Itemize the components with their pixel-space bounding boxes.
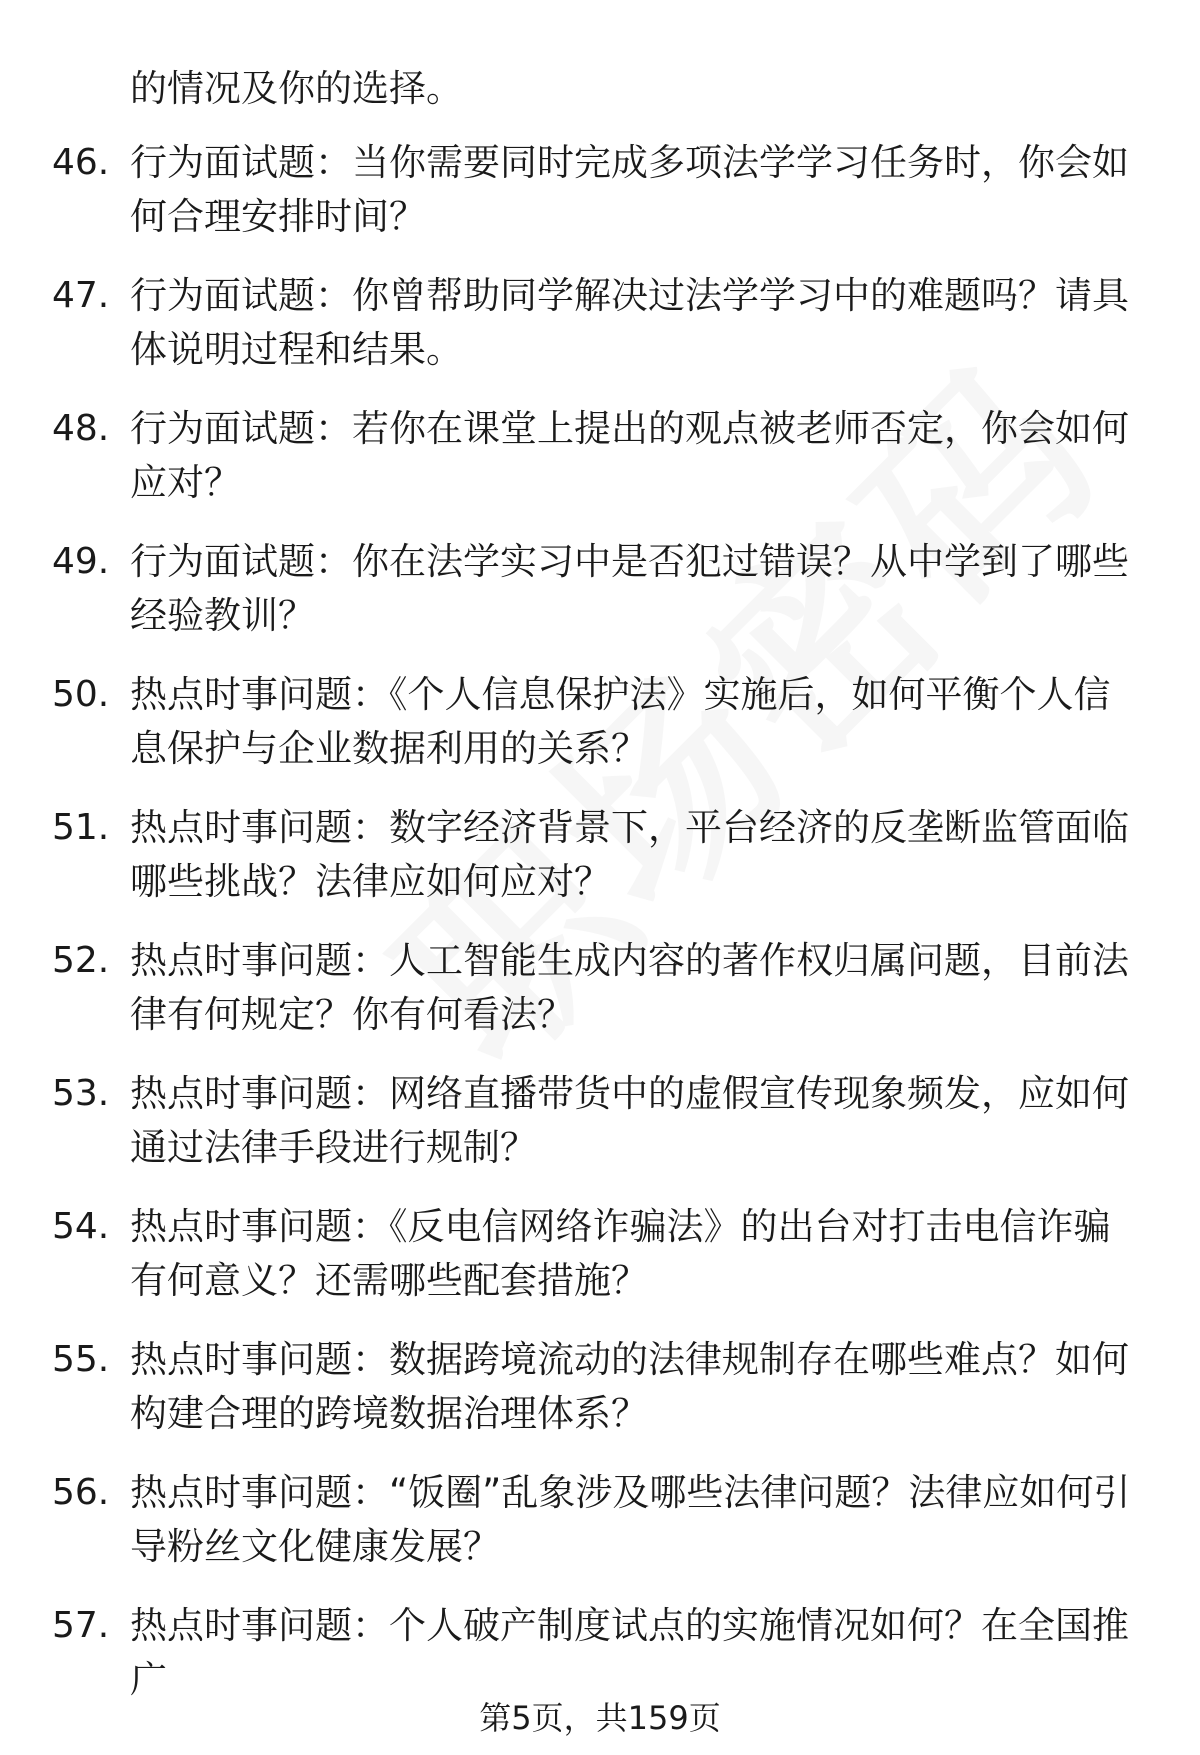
item-number: 53. [52,1073,110,1114]
item-number: 57. [52,1605,110,1646]
item-number: 54. [52,1206,110,1247]
item-text: 热点时事问题：“饭圈”乱象涉及哪些法律问题？法律应如何引导粉丝文化健康发展？ [130,1471,1131,1568]
item-number: 49. [52,541,110,582]
item-number: 51. [52,807,110,848]
item-text: 热点时事问题：数据跨境流动的法律规制存在哪些难点？如何构建合理的跨境数据治理体系？ [130,1338,1129,1435]
question-list [0,136,1200,1732]
item-text: 行为面试题：若你在课堂上提出的观点被老师否定，你会如何应对？ [130,407,1129,504]
item-text: 行为面试题：你在法学实习中是否犯过错误？从中学到了哪些经验教训？ [130,540,1129,637]
item-number: 55. [52,1339,110,1380]
list-item [0,402,1200,510]
list-item [0,1200,1200,1308]
item-number: 52. [52,940,110,981]
item-text: 热点时事问题：个人破产制度试点的实施情况如何？在全国推广 [130,1604,1129,1701]
item-number: 56. [52,1472,110,1513]
item-text: 行为面试题：当你需要同时完成多项法学学习任务时，你会如何合理安排时间？ [130,141,1129,238]
list-item [0,535,1200,643]
list-item [0,668,1200,776]
item-number: 50. [52,674,110,715]
item-text: 热点时事问题：人工智能生成内容的著作权归属问题，目前法律有何规定？你有何看法？ [130,939,1129,1036]
item-number: 46. [52,142,110,183]
item-text: 热点时事问题：数字经济背景下，平台经济的反垄断监管面临哪些挑战？法律应如何应对？ [130,806,1129,903]
item-text: 热点时事问题：《个人信息保护法》实施后，如何平衡个人信息保护与企业数据利用的关系？ [130,673,1111,770]
list-item [0,269,1200,377]
item-number: 48. [52,408,110,449]
item-text: 热点时事问题：《反电信网络诈骗法》的出台对打击电信诈骗有何意义？还需哪些配套措施？ [130,1205,1111,1302]
list-item [0,801,1200,909]
list-item [0,1599,1200,1707]
list-item [0,136,1200,244]
item-number: 47. [52,275,110,316]
list-item [0,1466,1200,1574]
item-text: 行为面试题：你曾帮助同学解决过法学学习中的难题吗？请具体说明过程和结果。 [130,274,1129,371]
list-item [0,1067,1200,1175]
item-text: 热点时事问题：网络直播带货中的虚假宣传现象频发，应如何通过法律手段进行规制？ [130,1072,1129,1169]
page-footer: 第5页，共159页 [479,1699,721,1737]
list-item [0,1333,1200,1441]
continuation-text: 的情况及你的选择。 [130,67,463,110]
list-item [0,934,1200,1042]
